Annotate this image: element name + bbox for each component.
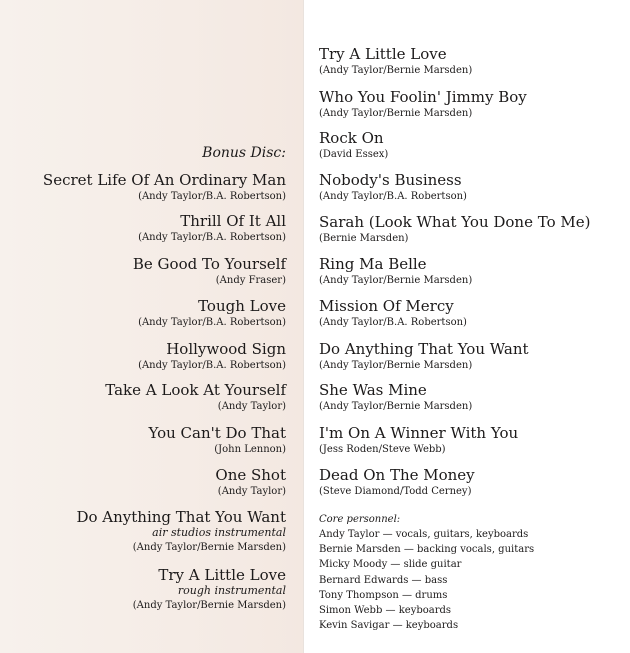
track-title: Secret Life Of An Ordinary Man — [42, 171, 286, 189]
track-credit: (Andy Taylor) — [217, 486, 286, 497]
track-title: Be Good To Yourself — [132, 255, 286, 273]
track-item — [105, 381, 286, 413]
personnel-row: Micky Moody — slide guitar — [319, 559, 462, 571]
track-credit: (Andy Taylor/B.A. Robertson) — [138, 360, 286, 371]
track-credit: (Bernie Marsden) — [319, 233, 409, 244]
track-title: She Was Mine — [319, 381, 427, 399]
core-personnel-list — [319, 513, 534, 633]
track-item — [148, 424, 286, 456]
track-title: Take A Look At Yourself — [105, 381, 286, 399]
track-item — [319, 129, 388, 161]
personnel-row: Simon Webb — keyboards — [319, 605, 452, 617]
track-item — [319, 424, 518, 456]
track-title: Dead On The Money — [319, 466, 475, 484]
bonus-disc-heading: Bonus Disc: — [202, 145, 286, 161]
personnel-heading: Core personnel: — [319, 514, 401, 525]
track-item — [319, 88, 527, 120]
personnel-row: Bernie Marsden — backing vocals, guitars — [319, 544, 535, 556]
track-item — [319, 340, 529, 372]
personnel-row: Kevin Savigar — keyboards — [319, 620, 459, 632]
track-title: Mission Of Mercy — [319, 297, 454, 315]
track-credit: (Andy Fraser) — [215, 275, 286, 286]
track-item — [319, 255, 472, 287]
personnel-row: Tony Thompson — drums — [319, 589, 448, 601]
track-title: Try A Little Love — [319, 45, 447, 63]
track-title: Who You Foolin' Jimmy Boy — [319, 88, 527, 106]
track-title: Do Anything That You Want — [76, 508, 286, 526]
track-item — [215, 466, 286, 498]
track-credit: (Andy Taylor) — [217, 401, 286, 412]
track-item — [319, 381, 472, 413]
track-credit: (John Lennon) — [214, 444, 286, 455]
track-item — [319, 213, 590, 245]
track-credit: (Andy Taylor/Bernie Marsden) — [319, 401, 473, 412]
track-credit: (Andy Taylor/B.A. Robertson) — [319, 191, 467, 202]
track-credit: (Andy Taylor/Bernie Marsden) — [319, 108, 473, 119]
track-note: rough instrumental — [177, 584, 286, 597]
personnel-row: Andy Taylor — vocals, guitars, keyboards — [319, 529, 529, 540]
track-title: Tough Love — [198, 297, 286, 315]
track-title: Sarah (Look What You Done To Me) — [319, 213, 591, 231]
track-title: Hollywood Sign — [166, 340, 286, 358]
track-credit: (Andy Taylor/Bernie Marsden) — [132, 600, 286, 611]
track-title: Thrill Of It All — [180, 212, 286, 230]
track-credit: (Andy Taylor/Bernie Marsden) — [319, 275, 473, 286]
track-title: You Can't Do That — [148, 424, 286, 442]
track-title: Nobody's Business — [319, 171, 462, 189]
track-item — [76, 508, 286, 554]
track-credit: (Andy Taylor/B.A. Robertson) — [319, 317, 467, 328]
column-divider — [303, 0, 304, 653]
track-credit: (Andy Taylor/B.A. Robertson) — [138, 191, 286, 202]
track-credit: (Andy Taylor/Bernie Marsden) — [132, 542, 286, 553]
track-credit: (Andy Taylor/Bernie Marsden) — [319, 360, 473, 371]
track-title: Ring Ma Belle — [319, 255, 427, 273]
track-credit: (David Essex) — [319, 149, 389, 160]
track-title: Do Anything That You Want — [319, 340, 529, 358]
personnel-row: Bernard Edwards — bass — [319, 574, 448, 586]
track-note: air studios instrumental — [152, 526, 286, 539]
track-item — [43, 171, 286, 203]
track-title: One Shot — [215, 466, 286, 484]
track-title: I'm On A Winner With You — [319, 424, 519, 442]
track-credit: (Jess Roden/Steve Webb) — [319, 444, 446, 455]
track-item — [319, 466, 475, 498]
track-item — [138, 297, 286, 329]
track-item — [319, 45, 472, 77]
track-credit: (Andy Taylor/Bernie Marsden) — [319, 65, 473, 76]
track-item — [138, 212, 286, 244]
track-title: Try A Little Love — [158, 566, 286, 584]
track-credit: (Andy Taylor/B.A. Robertson) — [138, 232, 286, 243]
track-credit: (Andy Taylor/B.A. Robertson) — [138, 317, 286, 328]
track-title: Rock On — [319, 129, 384, 147]
track-credit: (Steve Diamond/Todd Cerney) — [319, 486, 472, 497]
track-item — [133, 566, 286, 612]
track-item — [133, 255, 286, 287]
track-item — [138, 340, 286, 372]
track-item — [319, 171, 467, 203]
track-item — [319, 297, 467, 329]
